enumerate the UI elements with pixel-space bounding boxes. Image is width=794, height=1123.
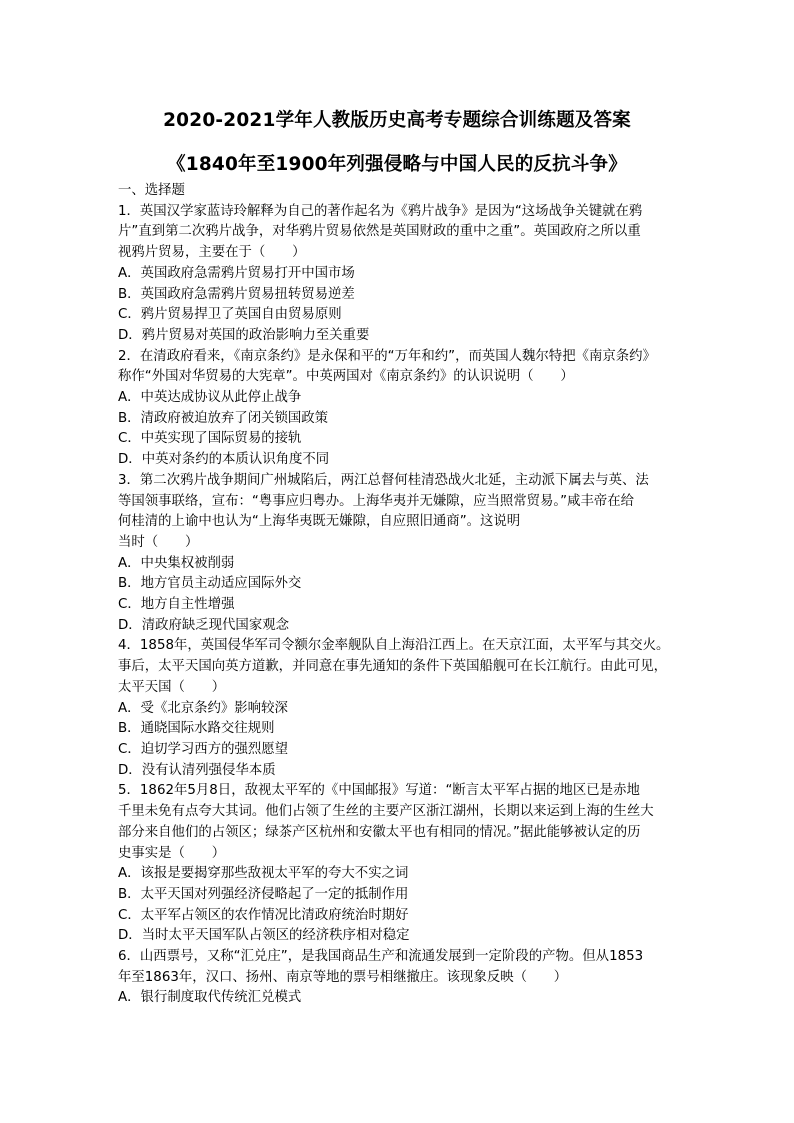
answer-option: C．迫切学习西方的强烈愿望 bbox=[118, 741, 289, 757]
answer-option: C．中英实现了国际贸易的接轨 bbox=[118, 431, 302, 447]
answer-option: D．鸦片贸易对英国的政治影响力至关重要 bbox=[118, 327, 370, 343]
answer-option: A．该报是要揭穿那些敌视太平军的夸大不实之词 bbox=[118, 866, 409, 882]
question-stem-line: 等国领事联络，宣布：“粤事应归粤办。上海华夷并无嫌隙，应当照常贸易。”咸丰帝在给 bbox=[118, 493, 635, 509]
question-stem-line: 部分来自他们的占领区；绿茶产区杭州和安徽太平也有相同的情况。”据此能够被认定的历 bbox=[118, 824, 641, 840]
question-5 bbox=[118, 781, 680, 947]
question-stem-line: 当时（ ） bbox=[118, 534, 199, 550]
answer-option: C．鸦片贸易捍卫了英国自由贸易原则 bbox=[118, 307, 342, 323]
answer-option: A．受《北京条约》影响较深 bbox=[118, 700, 288, 716]
answer-option: A．英国政府急需鸦片贸易打开中国市场 bbox=[118, 265, 355, 281]
answer-option: A．中英达成协议从此停止战争 bbox=[118, 390, 302, 406]
question-1 bbox=[118, 202, 680, 347]
question-stem-line: 2．在清政府看来，《南京条约》是永保和平的“万年和约”，而英国人魏尔特把《南京条约》 bbox=[118, 348, 656, 364]
document-body bbox=[118, 181, 680, 1009]
answer-option: B．地方官员主动适应国际外交 bbox=[118, 576, 302, 592]
answer-option: C．太平军占领区的农作情况比清政府统治时期好 bbox=[118, 907, 409, 923]
answer-option: B．通晓国际水路交往规则 bbox=[118, 721, 275, 737]
question-stem-line: 片”直到第二次鸦片战争，对华鸦片贸易依然是英国财政的重中之重”。英国政府之所以重 bbox=[118, 224, 641, 240]
answer-option: C．地方自主性增强 bbox=[118, 597, 235, 613]
answer-option: B．英国政府急需鸦片贸易扭转贸易逆差 bbox=[118, 286, 355, 302]
answer-option: B．太平天国对列强经济侵略起了一定的抵制作用 bbox=[118, 886, 409, 902]
question-stem-line: 千里未免有点夸大其词。他们占领了生丝的主要产区浙江湖州，长期以来运到上海的生丝大 bbox=[118, 804, 654, 820]
document-subtitle: 《1840年至1900年列强侵略与中国人民的反抗斗争》 bbox=[167, 154, 627, 175]
question-stem-line: 4．1858年，英国侵华军司令额尔金率舰队自上海沿江西上。在天京江面，太平军与其交火。 bbox=[118, 638, 670, 654]
question-stem-line: 6．山西票号，又称“汇兑庄”，是我国商品生产和流通发展到一定阶段的产物。但从1853 bbox=[118, 949, 644, 965]
question-6 bbox=[118, 947, 680, 1009]
question-stem-line: 史事实是（ ） bbox=[118, 845, 226, 861]
answer-option: D．当时太平天国军队占领区的经济秩序相对稳定 bbox=[118, 928, 410, 944]
question-3 bbox=[118, 471, 680, 637]
answer-option: D．清政府缺乏现代国家观念 bbox=[118, 617, 289, 633]
answer-option: A．中央集权被削弱 bbox=[118, 555, 235, 571]
question-stem-line: 视鸦片贸易，主要在于（ ） bbox=[118, 245, 306, 261]
answer-option: B．清政府被迫放弃了闭关锁国政策 bbox=[118, 410, 329, 426]
document-title: 2020-2021学年人教版历史高考专题综合训练题及答案 bbox=[163, 110, 631, 131]
answer-option: D．中英对条约的本质认识角度不同 bbox=[118, 452, 330, 468]
question-stem-line: 太平天国（ ） bbox=[118, 679, 226, 695]
question-stem-line: 称作“外国对华贸易的大宪章”。中英两国对《南京条约》的认识说明（ ） bbox=[118, 369, 574, 385]
question-stem-line: 事后，太平天国向英方道歉，并同意在事先通知的条件下英国船舰可在长江航行。由此可见， bbox=[118, 659, 668, 675]
question-stem-line: 何桂清的上谕中也认为“上海华夷既无嫌隙，自应照旧通商”。这说明 bbox=[118, 514, 521, 530]
question-2 bbox=[118, 347, 680, 471]
question-stem-line: 3．第二次鸦片战争期间广州城陷后，两江总督何桂清恐战火北延，主动派下属去与英、法 bbox=[118, 472, 649, 488]
question-stem-line: 5．1862年5月8日，敌视太平军的《中国邮报》写道：“断言太平军占据的地区已是赤地 bbox=[118, 783, 640, 799]
answer-option: A．银行制度取代传统汇兑模式 bbox=[118, 990, 302, 1006]
section-heading: 一、选择题 bbox=[118, 183, 185, 198]
question-stem-line: 1．英国汉学家蓝诗玲解释为自己的著作起名为《鸦片战争》是因为“这场战争关键就在鸦 bbox=[118, 203, 643, 219]
question-list bbox=[118, 202, 680, 1009]
question-stem-line: 年至1863年，汉口、扬州、南京等地的票号相继撤庄。该现象反映（ ） bbox=[118, 969, 568, 985]
answer-option: D．没有认清列强侵华本质 bbox=[118, 762, 276, 778]
question-4 bbox=[118, 636, 680, 781]
